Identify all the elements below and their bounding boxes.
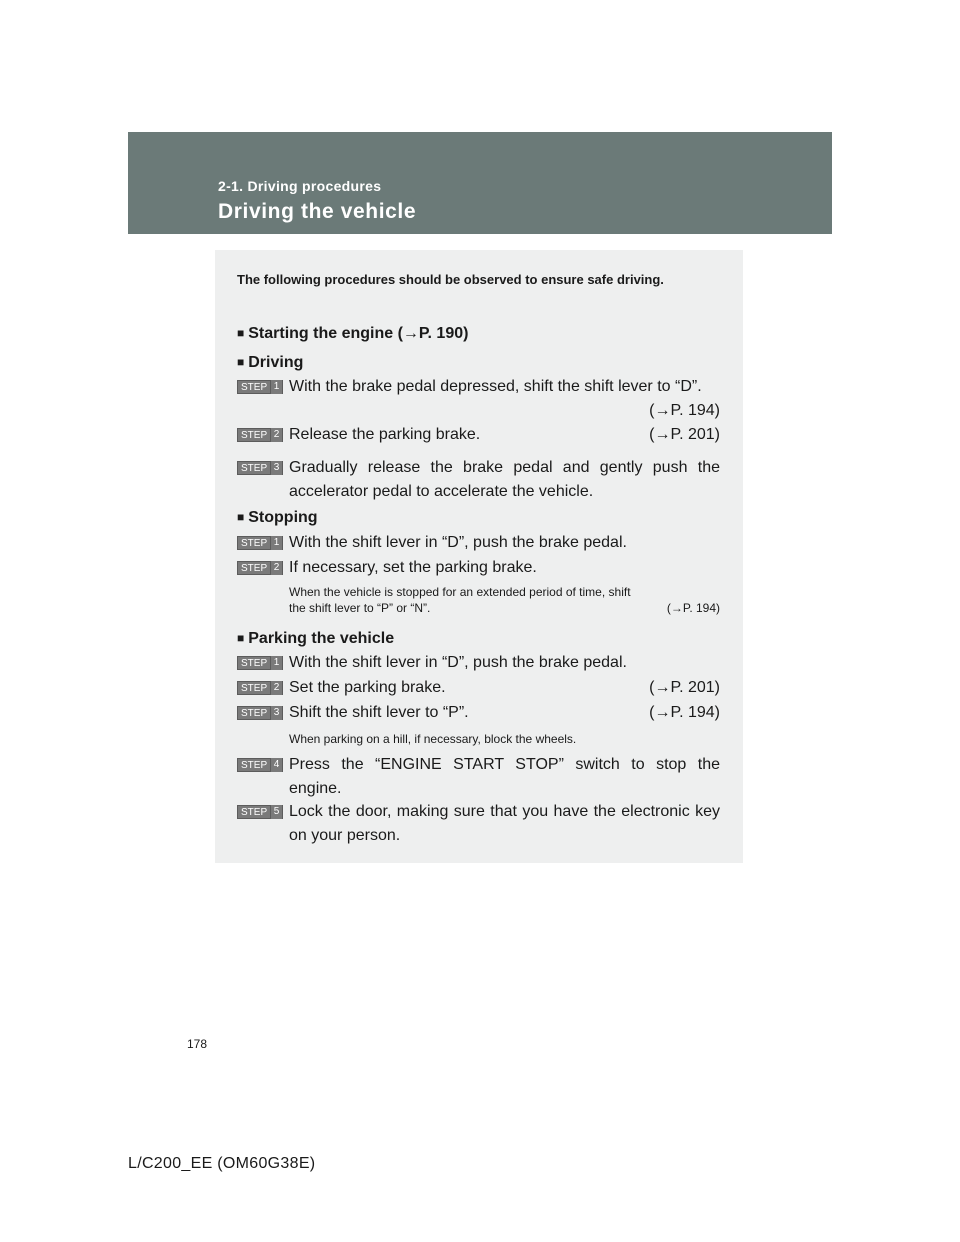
section-label: 2-1. Driving procedures <box>218 178 382 194</box>
step-badge: STEP 3 <box>237 461 283 475</box>
step-row <box>289 423 720 447</box>
intro-text: The following procedures should be observed to ensure safe driving. <box>237 272 664 287</box>
step-ref-row <box>289 399 720 423</box>
page-title: Driving the vehicle <box>218 200 417 223</box>
page-reference: (→P. 194) <box>666 601 720 615</box>
step-badge: STEP 2 <box>237 561 283 575</box>
step-row <box>289 676 720 700</box>
step-badge: STEP 1 <box>237 536 283 550</box>
heading-parking: ■ Parking the vehicle <box>237 630 395 647</box>
heading-driving: ■ Driving <box>237 354 304 371</box>
step-badge: STEP 2 <box>237 681 283 695</box>
step-text: With the shift lever in “D”, push the brake pedal. <box>289 534 627 551</box>
page-reference: (→P. 201) <box>649 679 720 696</box>
step-text: Shift the shift lever to “P”. <box>289 704 469 721</box>
step-text: Lock the door, making sure that you have the electronic key on your person. <box>289 803 720 844</box>
step-note: When parking on a hill, if necessary, block the wheels. <box>289 732 577 746</box>
document-code: L/C200_EE (OM60G38E) <box>128 1155 316 1172</box>
step-text: Release the parking brake. <box>289 426 481 443</box>
step-text: With the brake pedal depressed, shift the shift lever to “D”. <box>289 378 702 395</box>
page-reference: (→P. 194) <box>649 704 720 721</box>
step-badge: STEP 5 <box>237 805 283 819</box>
step-text: Set the parking brake. <box>289 679 446 696</box>
step-text: Gradually release the brake pedal and gently push the accelerator pedal to accelerate the vehicle. <box>289 459 720 500</box>
page-reference: (→P. 201) <box>649 426 720 443</box>
heading-starting-engine: ■ Starting the engine (→P. 190) <box>237 325 469 342</box>
step-text: If necessary, set the parking brake. <box>289 559 537 576</box>
step-badge: STEP 3 <box>237 706 283 720</box>
section-header-bar <box>128 132 832 234</box>
square-bullet-icon: ■ <box>237 631 245 645</box>
heading-stopping: ■ Stopping <box>237 509 318 526</box>
page-number: 178 <box>187 1037 208 1051</box>
page-reference: (→P. 194) <box>649 402 720 419</box>
step-badge: STEP 2 <box>237 428 283 442</box>
square-bullet-icon: ■ <box>237 355 245 369</box>
step-badge: STEP 1 <box>237 380 283 394</box>
square-bullet-icon: ■ <box>237 510 245 524</box>
note-text: When the vehicle is stopped for an extended period of time, shift the shift lever to “P” or “N”. <box>289 585 631 615</box>
step-text: With the shift lever in “D”, push the brake pedal. <box>289 654 627 671</box>
step-badge: STEP 4 <box>237 758 283 772</box>
step-row <box>289 701 720 725</box>
step-note <box>289 584 720 616</box>
step-badge: STEP 1 <box>237 656 283 670</box>
step-text: Press the “ENGINE START STOP” switch to stop the engine. <box>289 756 720 797</box>
square-bullet-icon: ■ <box>237 326 245 340</box>
